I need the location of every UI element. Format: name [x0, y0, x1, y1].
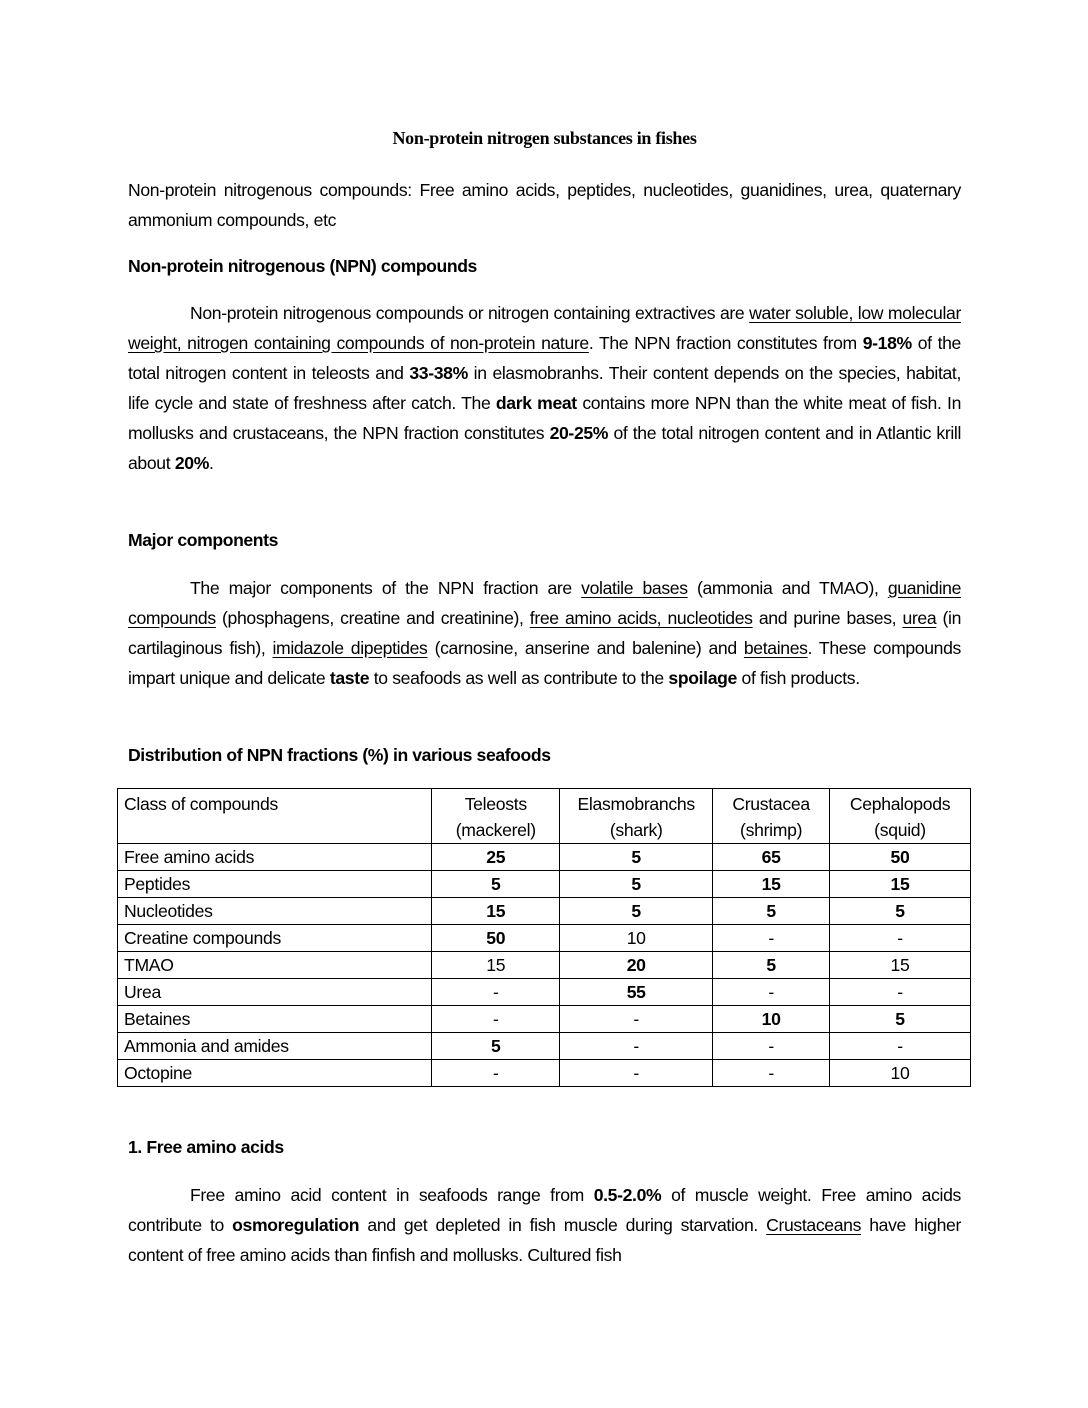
header-crustacea: Crustacea (shrimp): [713, 789, 830, 844]
table-cell: 15: [713, 871, 830, 898]
table-row: [118, 1006, 971, 1033]
table-cell: -: [432, 1006, 560, 1033]
table-cell: -: [432, 1060, 560, 1087]
row-label: Betaines: [118, 1006, 432, 1033]
table-cell: -: [432, 979, 560, 1006]
table-cell: 5: [560, 898, 713, 925]
table-cell: 10: [713, 1006, 830, 1033]
table-cell: 5: [432, 1033, 560, 1060]
table-cell: 15: [432, 898, 560, 925]
row-label: Octopine: [118, 1060, 432, 1087]
row-label: Creatine compounds: [118, 925, 432, 952]
table-cell: -: [830, 925, 971, 952]
table-cell: -: [713, 925, 830, 952]
free-amino-acids-paragraph: Free amino acid content in seafoods range from 0.5-2.0% of muscle weight. Free amino acids contribute to osmoregulation and get depleted in fish muscle during starvation. Crustaceans have higher content of free amino acids than finfish and mollusks. Cultured fish: [128, 1185, 961, 1265]
table-cell: 15: [830, 871, 971, 898]
table-cell: -: [560, 1033, 713, 1060]
header-elasmobranchs: Elasmobranchs (shark): [560, 789, 713, 844]
table-cell: 5: [830, 898, 971, 925]
table-row: [118, 844, 971, 871]
table-row: [118, 1033, 971, 1060]
table-row: [118, 925, 971, 952]
table-cell: -: [560, 1006, 713, 1033]
underlined-definition: water soluble, low molecular weight, nitrogen containing compounds of non-protein nature: [128, 303, 961, 353]
table-cell: 5: [432, 871, 560, 898]
table-cell: -: [830, 979, 971, 1006]
table-row: [118, 952, 971, 979]
table-cell: -: [713, 979, 830, 1006]
table-cell: 15: [432, 952, 560, 979]
table-heading: Distribution of NPN fractions (%) in various seafoods: [128, 745, 551, 765]
table-row: [118, 871, 971, 898]
header-teleosts: Teleosts (mackerel): [432, 789, 560, 844]
table-cell: 65: [713, 844, 830, 871]
row-label: Ammonia and amides: [118, 1033, 432, 1060]
page-title: Non-protein nitrogen substances in fishes: [392, 128, 697, 148]
table-cell: 10: [830, 1060, 971, 1087]
table-cell: 5: [560, 871, 713, 898]
header-cephalopods: Cephalopods (squid): [830, 789, 971, 844]
table-cell: 10: [560, 925, 713, 952]
table-cell: 50: [830, 844, 971, 871]
section-heading-npn: Non-protein nitrogenous (NPN) compounds: [128, 256, 477, 276]
table-cell: 55: [560, 979, 713, 1006]
row-label: Nucleotides: [118, 898, 432, 925]
table-cell: -: [713, 1060, 830, 1087]
header-class: Class of compounds: [118, 789, 432, 844]
table-cell: 5: [713, 898, 830, 925]
row-label: Urea: [118, 979, 432, 1006]
table-cell: 5: [830, 1006, 971, 1033]
table-cell: 50: [432, 925, 560, 952]
table-cell: 5: [713, 952, 830, 979]
row-label: TMAO: [118, 952, 432, 979]
section-heading-free-amino-acids: 1. Free amino acids: [128, 1137, 284, 1157]
table-cell: 15: [830, 952, 971, 979]
table-cell: -: [560, 1060, 713, 1087]
table-row: [118, 1060, 971, 1087]
row-label: Free amino acids: [118, 844, 432, 871]
table-cell: 5: [560, 844, 713, 871]
row-label: Peptides: [118, 871, 432, 898]
table-row: [118, 979, 971, 1006]
npn-paragraph: Non-protein nitrogenous compounds or nitrogen containing extractives are water soluble, low molecular weight, nitrogen containing compounds of non-protein nature. The NPN fraction constitutes from 9-18% of the total nitrogen content in teleosts and 33-38% in elasmobranhs. Their content depends on the species, habitat, life cycle and state of freshness after catch. The dark meat contains more NPN than the white meat of fish. In mollusks and crustaceans, the NPN fraction constitutes 20-25% of the total nitrogen content and in Atlantic krill about 20%.: [128, 303, 962, 473]
table-cell: 20: [560, 952, 713, 979]
npn-distribution-table: [117, 788, 971, 1087]
table-cell: 25: [432, 844, 560, 871]
table-row: [118, 898, 971, 925]
table-cell: -: [830, 1033, 971, 1060]
section-heading-major: Major components: [128, 530, 279, 550]
intro-paragraph: Non-protein nitrogenous compounds: Free amino acids, peptides, nucleotides, guanidines, urea, quaternary ammonium compounds, etc: [128, 180, 961, 230]
table-cell: -: [713, 1033, 830, 1060]
major-components-paragraph: The major components of the NPN fraction are volatile bases (ammonia and TMAO), guanidine compounds (phosphagens, creatine and creatinine), free amino acids, nucleotides and purine bases, urea (in cartilaginous fish), imidazole dipeptides (carnosine, anserine and balenine) and betaines. These compounds impart unique and delicate taste to seafoods as well as contribute to the spoilage of fish products.: [128, 578, 962, 688]
table-header-row: [118, 789, 971, 844]
